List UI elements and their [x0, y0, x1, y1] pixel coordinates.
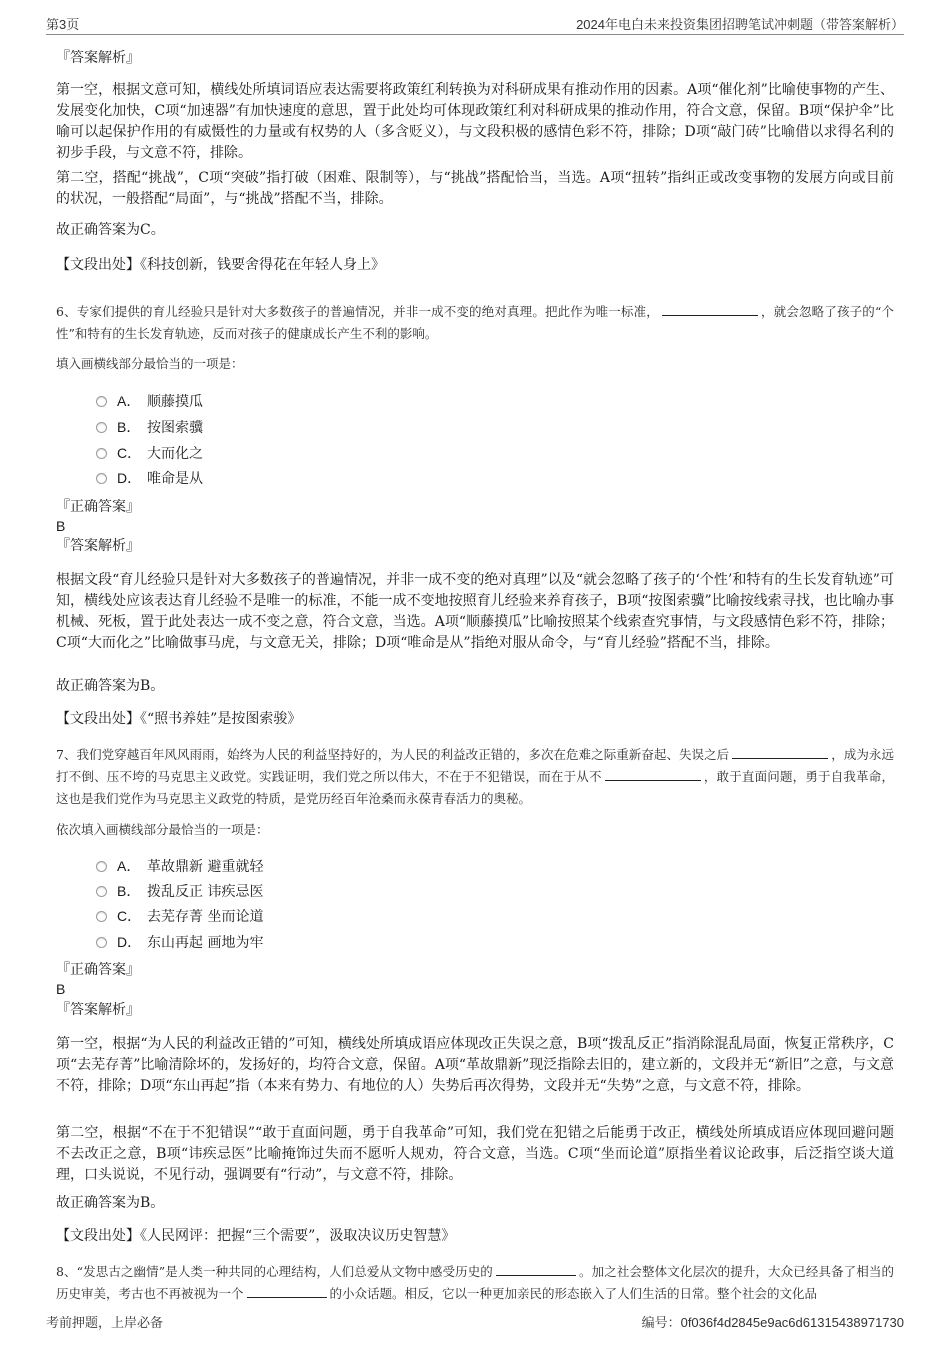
radio-icon[interactable] — [96, 448, 107, 459]
option-text: 革故鼎新 避重就轻 — [147, 859, 264, 875]
q8-stem-part1: 8、“发思古之幽情”是人类一种共同的心理结构，人们总爱从文物中感受历史的 — [56, 1264, 493, 1279]
q6-stem-part1: 6、专家们提供的育儿经验只是针对大多数孩子的普遍情况，并非一成不变的绝对真理。把此作为唯一标准， — [56, 304, 659, 319]
q6-answer: B — [56, 518, 66, 534]
option-text: 拨乱反正 讳疾忌医 — [147, 884, 264, 900]
q6-stem-part2: ，就会忽略了孩子的“个性”和特有的生长发育轨迹，反而对孩子的健康成长产生不利的影响。 — [56, 304, 894, 341]
q7-analysis-para1: 第一空，根据“为人民的利益改正错的”可知，横线处所填成语应体现改正失误之意，B项“拨乱反正”指消除混乱局面，恢复正常秩序，C项“去芜存菁”比喻清除坏的，发扬好的，均符合文意，保留。A项“革故鼎新”现泛指除去旧的，建立新的，文段并无“新旧”之意，与文意不符，排除；D项“东山再起”指（本来有势力、有地位的人）失势后再次得势，文段并无“失势”之意，与文意不符，排除。 — [56, 1036, 894, 1094]
q7-answer: B — [56, 981, 66, 997]
q7-option-d[interactable] — [96, 932, 263, 953]
q7-blank-1 — [732, 746, 828, 759]
q6-option-c[interactable] — [96, 443, 203, 464]
q8-blank-1 — [496, 1263, 576, 1276]
footer-code: 编号：0f036f4d2845e9ac6d61315438971730 — [641, 1315, 904, 1330]
page-header — [46, 12, 904, 35]
radio-icon[interactable] — [96, 861, 107, 872]
option-text: 按图索骥 — [147, 420, 203, 436]
option-text: 唯命是从 — [147, 471, 203, 487]
q7-prompt: 依次填入画横线部分最恰当的一项是： — [56, 822, 269, 837]
radio-icon[interactable] — [96, 911, 107, 922]
q5-source: 【文段出处】《科技创新，钱要舍得花在年轻人身上》 — [56, 257, 385, 273]
q7-stem — [56, 744, 894, 810]
option-letter: D． — [117, 934, 142, 950]
radio-icon[interactable] — [96, 422, 107, 433]
option-letter: A． — [117, 858, 141, 874]
radio-icon[interactable] — [96, 473, 107, 484]
radio-icon[interactable] — [96, 937, 107, 948]
q7-analysis-label: 『答案解析』 — [56, 1002, 140, 1018]
q6-option-b[interactable] — [96, 417, 203, 438]
document-title: 2024年电白未来投资集团招聘笔试冲刺题（带答案解析） — [576, 17, 904, 32]
q7-analysis-para2: 第二空，根据“不在于不犯错误”“敢于直面问题，勇于自我革命”可知，我们党在犯错之后能勇于改正，横线处所填成语应体现回避问题不去改正之意，B项“讳疾忌医”比喻掩饰过失而不愿听人规劝，符合文意，当选。C项“坐而论道”原指坐着议论政事，后泛指空谈大道理，口头说说，不见行动，强调要有“行动”，与文意不符，排除。 — [56, 1125, 894, 1183]
q7-blank-2 — [605, 768, 701, 781]
q6-option-d[interactable] — [96, 468, 203, 489]
option-letter: C． — [117, 445, 142, 461]
q7-source: 【文段出处】《人民网评：把握“三个需要”，汲取决议历史智慧》 — [56, 1228, 456, 1244]
q7-stem-part1: 7、我们党穿越百年风风雨雨，始终为人民的利益坚持好的，为人民的利益改正错的，多次在危难之际重新奋起、失误之后 — [56, 747, 730, 762]
q6-blank — [662, 303, 758, 316]
option-text: 顺藤摸瓜 — [147, 394, 203, 410]
q6-analysis: 根据文段“育儿经验只是针对大多数孩子的普遍情况，并非一成不变的绝对真理”以及“就会忽略了孩子的‘个性’和特有的生长发育轨迹”可知，横线处应该表达育儿经验不是唯一的标准，不能一成不变地按照育儿经验来养育孩子，B项“按图索骥”比喻按线索寻找，也比喻办事机械、死板，置于此处表达一成不变之意，符合文意，当选。A项“顺藤摸瓜”比喻按照某个线索查究事情，与文段感情色彩不符，排除；C项“大而化之”比喻做事马虎，与文意无关，排除；D项“唯命是从”指绝对服从命令，与“育儿经验”搭配不当，排除。 — [56, 572, 894, 651]
option-text: 去芜存菁 坐而论道 — [147, 909, 264, 925]
option-letter: D． — [117, 470, 142, 486]
page-footer — [46, 1312, 904, 1332]
option-text: 大而化之 — [147, 446, 203, 462]
q5-analysis-para1: 第一空，根据文意可知，横线处所填词语应表达需要将政策红利转换为对科研成果有推动作用的因素。A项“催化剂”比喻使事物的产生、发展变化加快，C项“加速器”有加快速度的意思，置于此处均可体现政策红利对科研成果的推动作用，符合文意，保留。B项“保护伞”比喻可以起保护作用的有威慑性的力量或有权势的人（多含贬义），与文段积极的感情色彩不符，排除；D项“敲门砖”比喻借以求得名利的初步手段，与文意不符，排除。 — [56, 82, 894, 161]
q6-prompt: 填入画横线部分最恰当的一项是： — [56, 356, 244, 371]
page-number: 第3页 — [46, 17, 80, 32]
q7-correct-label: 『正确答案』 — [56, 962, 140, 978]
q6-option-a[interactable] — [96, 391, 203, 412]
option-letter: C． — [117, 908, 142, 924]
q7-option-c[interactable] — [96, 906, 263, 927]
option-letter: B． — [117, 883, 141, 899]
q5-analysis-label: 『答案解析』 — [56, 50, 140, 66]
option-letter: A． — [117, 393, 141, 409]
q6-analysis-label: 『答案解析』 — [56, 538, 140, 554]
q6-source: 【文段出处】《“照书养娃”是按图索骏》 — [56, 711, 302, 727]
q7-stem-part3: ，敢于直面问题，勇于自我革命，这也是我们党作为马克思主义政党的特质，是党历经百年沧桑而永葆青春活力的奥秘。 — [56, 769, 894, 806]
option-text: 东山再起 画地为牢 — [147, 935, 264, 951]
radio-icon[interactable] — [96, 396, 107, 407]
q8-stem-part2: 。加之社会整体文化层次的提升，大众已经具备了相当的历史审美，考古也不再被视为一个 — [56, 1264, 894, 1301]
q8-stem-part3: 的小众话题。相反，它以一种更加亲民的形态嵌入了人们生活的日常。整个社会的文化品 — [329, 1286, 818, 1301]
q7-conclusion: 故正确答案为B。 — [56, 1195, 165, 1211]
option-letter: B． — [117, 419, 141, 435]
q5-conclusion: 故正确答案为C。 — [56, 222, 165, 238]
radio-icon[interactable] — [96, 886, 107, 897]
q7-option-b[interactable] — [96, 881, 263, 902]
footer-motto: 考前押题，上岸必备 — [46, 1315, 164, 1330]
q6-conclusion: 故正确答案为B。 — [56, 678, 165, 694]
q6-correct-label: 『正确答案』 — [56, 499, 140, 515]
q8-stem — [56, 1261, 894, 1305]
q7-stem-part2: ，成为永远打不倒、压不垮的马克思主义政党。实践证明，我们党之所以伟大，不在于不犯错误，而在于从不 — [56, 747, 894, 784]
q7-option-a[interactable] — [96, 856, 263, 877]
q6-stem — [56, 301, 894, 345]
q8-blank-2 — [247, 1285, 327, 1298]
q5-analysis-para2: 第二空，搭配“挑战”，C项“突破”指打破（困难、限制等），与“挑战”搭配恰当，当选。A项“扭转”指纠正或改变事物的发展方向或目前的状况，一般搭配“局面”，与“挑战”搭配不当，排除。 — [56, 170, 894, 207]
